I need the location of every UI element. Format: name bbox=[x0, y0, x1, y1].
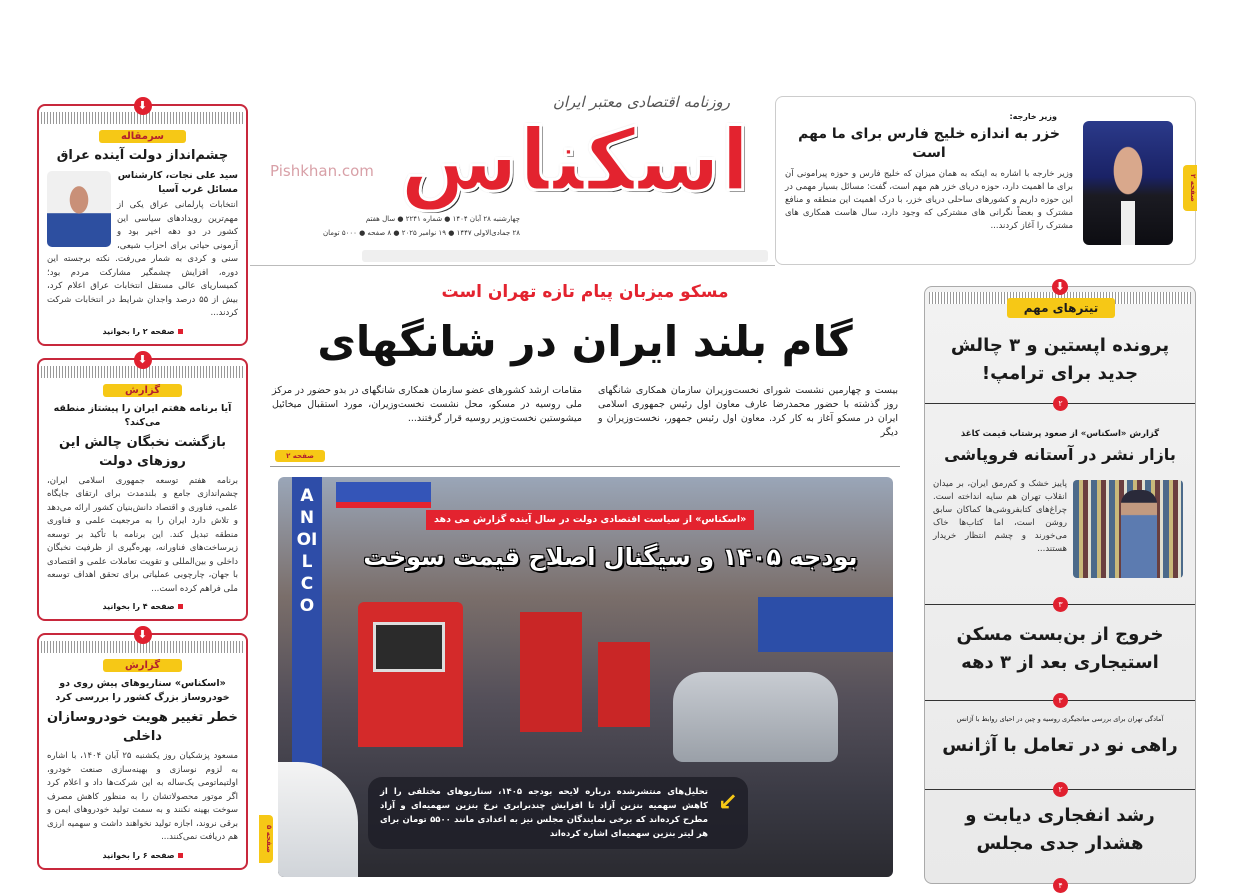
top-story-body: وزیر خارجه با اشاره به اینکه به همان میزان که خلیج فارس و حوزه پیرامونی آن برای ما اهمیت دارد، حوزه دریای خزر هم مهم است، گفت: مسائل بسیار مهمی در این حوزه داریم و کشورهای ساحلی دریای خزر، با درک اهمیت این منطقه و منافع مشترک و بعضاً نگرانی های مشترکی که وجود دارد، سال هاست همکاری های مشترک را آغاز کردند... bbox=[785, 169, 1073, 231]
highlight-item[interactable] bbox=[925, 701, 1195, 794]
photo-headline[interactable]: بودجه ۱۴۰۵ و سیگنال اصلاح قیمت سوخت bbox=[363, 543, 858, 571]
page-number-badge: ۳ bbox=[1053, 597, 1068, 612]
page-number-badge: ۲ bbox=[1053, 396, 1068, 411]
page-number-badge: ۴ bbox=[1053, 878, 1068, 893]
highlight-item[interactable] bbox=[925, 404, 1195, 609]
report-kicker: «اسکناس» سناریوهای پیش روی دو خودروساز بزرگ کشور را بررسی کرد bbox=[55, 678, 230, 703]
read-more-link[interactable]: صفحه ۶ را بخوانید bbox=[47, 850, 238, 862]
pump-screen bbox=[373, 622, 445, 672]
watermark: Pishkhan.com bbox=[270, 162, 374, 180]
report-headline: بازگشت نخبگان چالش این روزهای دولت bbox=[58, 434, 226, 469]
highlight-item[interactable] bbox=[925, 790, 1195, 890]
photo-kicker: «اسکناس» از سیاست اقتصادی دولت در سال آینده گزارش می دهد bbox=[426, 510, 754, 530]
page-number-badge: ۲ bbox=[1053, 782, 1068, 797]
photo-caption-box bbox=[368, 777, 748, 849]
highlight-kicker: گزارش «اسکناس» از صعود پرشتاب قیمت کاغذ bbox=[960, 429, 1160, 439]
highlight-kicker: آمادگی تهران برای بررسی میانجیگری روسیه و چین در احیای روابط با آژانس bbox=[956, 715, 1164, 723]
top-story-page-tab[interactable]: صفحه ۲ bbox=[1183, 165, 1197, 211]
photo-page-tab[interactable]: صفحه ۵ bbox=[259, 815, 273, 863]
editorial-headline: چشم‌انداز دولت آینده عراق bbox=[56, 148, 229, 163]
fuel-station-photo[interactable] bbox=[278, 477, 893, 877]
report-box-1[interactable] bbox=[37, 352, 248, 622]
photo-caption: تحلیل‌های منتشرشده درباره لایحه بودجه ۱۴۰۵، سناریوهای مختلفی را از کاهش سهمیه بنزین آزاد تا افزایش چندبرابری نرخ بنزین سهمیه‌ای و آزاد مطرح کرده‌اند که برخی نمایندگان مجلس نیز به اعدادی مانند ۵۵۰۰ تومان برای هر لیتر بنزین سهمیه‌ای اشاره کرده‌اند bbox=[380, 787, 708, 839]
divider bbox=[250, 265, 775, 266]
lead-headline[interactable]: گام بلند ایران در شانگهای bbox=[317, 317, 853, 366]
arrow-down-left-icon: ↙ bbox=[717, 788, 738, 816]
report-kicker: آیا برنامه هفتم ایران را پیشتاز منطقه می‌کند؟ bbox=[53, 402, 232, 428]
highlight-headline: پرونده اپستین و ۳ چالش جدید برای ترامپ! bbox=[950, 335, 1170, 384]
report-body: مسعود پزشکیان روز یکشنبه ۲۵ آبان ۱۴۰۴، با اشاره به لزوم نوسازی و بهینه‌سازی صنعت خودرو، اولتیماتومی یک‌ساله به این شرکت‌ها داد و اعلام کرد اگر موتور محصولاتشان را به منظور کاهش مصرف سوخت بهینه نکنند و به سمت تولید خودروهای ایمن و برقی نروند، اجازه تولید نخواهند داشت و سهمیه ارزی هم دریافت نمی‌کنند... bbox=[47, 751, 238, 842]
highlight-item[interactable] bbox=[925, 605, 1195, 705]
date-line-1: چهارشنبه ۲۸ آبان ۱۴۰۴ ● شماره ۲۲۴۱ ● سال هفتم bbox=[365, 215, 520, 223]
editorial-body: انتخابات پارلمانی عراق یکی از مهم‌ترین رویدادهای سیاسی این کشور در دو دهه اخیر بود و آزمونی حیاتی برای احزاب شیعی، سنی و کردی به شمار می‌رفت. نکته برجسته این دوره، افزایش چشمگیر مشارکت مردم بود؛ کمیساریای عالی مستقل انتخابات عراق اعلام کرد، بیش از ۵۵ درصد واجدان شرایط در انتخابات شرکت کردند... bbox=[47, 200, 238, 318]
lead-column-left: مقامات ارشد کشورهای عضو سازمان همکاری شانگهای در بدو حضور در مرکز ملی روسیه در مسکو، محل نشست نخست‌وزیران، مورد استقبال میخائیل میشوستین نخست‌وزیر روسیه قرار گرفتند... bbox=[272, 385, 582, 424]
highlight-body: پاییز خشک و کم‌رمق ایران، بر میدان انقلاب تهران هم سایه انداخته است. چراغ‌های کتابفروشی‌ها کماکان سابق روشن است، اما کتاب‌ها خاک می‌خورند و چشم انتظار خریدار هستند... bbox=[933, 479, 1067, 554]
highlights-panel bbox=[924, 280, 1196, 890]
editorial-box[interactable] bbox=[37, 99, 248, 346]
lead-kicker: مسکو میزبان پیام تازه تهران است bbox=[441, 282, 729, 302]
date-line-2: ۲۸ جمادی‌الاولی ۱۴۴۷ ● ۱۹ نوامبر ۲۰۲۵ ● ۸ صفحه ● ۵۰۰۰ تومان bbox=[323, 229, 520, 237]
highlights-label: تیترهای مهم bbox=[1007, 298, 1115, 318]
arrow-down-icon: ⬇ bbox=[134, 97, 152, 115]
arrow-down-icon: ⬇ bbox=[134, 626, 152, 644]
lead-page-tag[interactable]: صفحه ۲ bbox=[275, 450, 325, 462]
author-photo bbox=[47, 171, 111, 247]
fuel-pump bbox=[598, 642, 650, 727]
station-building bbox=[758, 597, 893, 652]
car-white bbox=[278, 762, 358, 877]
lead-column-right: بیست و چهارمین نشست شورای نخست‌وزیران سازمان همکاری شانگهای روز گذشته با حضور محمدرضا عارف معاون اول رئیس جمهوری اسلامی ایران در مسکو آغاز به کار کرد. معاون اول رئیس جمهور، نخست‌وزیران و دیگر bbox=[598, 385, 898, 438]
report-box-2[interactable] bbox=[37, 628, 248, 870]
section-label: گزارش bbox=[103, 659, 182, 672]
divider bbox=[270, 466, 900, 467]
top-story-text bbox=[785, 111, 1073, 233]
minister-photo bbox=[1083, 121, 1173, 245]
top-story-headline: خزر به اندازه خلیج فارس برای ما مهم است bbox=[798, 126, 1060, 161]
section-label: گزارش bbox=[103, 384, 182, 397]
report-headline: خطر تغییر هویت خودروسازان داخلی bbox=[47, 710, 238, 744]
top-story[interactable] bbox=[775, 96, 1196, 265]
report-body: برنامه هفتم توسعه جمهوری اسلامی ایران، چشم‌اندازی جامع و بلندمدت برای ارتقای جایگاه علمی، فناوری و اقتصاد دانش‌بنیان کشور ارائه می‌دهد و تلاش دارد ایران را به مرجعیت علمی و فناوری منطقه تبدیل کند. این برنامه با تأکید بر توسعه زیرساخت‌های فناورانه، بهره‌گیری از ظرفیت نخبگان داخلی و بین‌المللی و تقویت تعاملات علمی و اقتصادی با جهان، چارچوبی عملیاتی برای تحقق اهداف توسعه ملی فراهم کرده است... bbox=[47, 475, 238, 594]
left-column bbox=[37, 99, 248, 870]
masthead-bar bbox=[362, 250, 768, 262]
highlight-headline: رشد انفجاری دیابت و هشدار جدی مجلس bbox=[965, 805, 1155, 854]
arrow-down-icon: ⬇ bbox=[134, 351, 152, 369]
page-number-badge: ۳ bbox=[1053, 693, 1068, 708]
author-name: سید علی نجات، کارشناس مسائل غرب آسیا bbox=[117, 170, 238, 195]
section-label: سرمقاله bbox=[99, 130, 186, 143]
arrow-down-icon: ⬇ bbox=[1052, 279, 1068, 295]
fuel-pump bbox=[520, 612, 582, 732]
brand-sign bbox=[336, 482, 431, 508]
masthead bbox=[270, 92, 770, 248]
highlight-headline: راهی نو در تعامل با آژانس bbox=[942, 735, 1178, 756]
highlight-item[interactable] bbox=[925, 322, 1195, 408]
read-more-link[interactable]: صفحه ۴ را بخوانید bbox=[47, 601, 238, 613]
highlight-headline: بازار نشر در آستانه فروپاشی bbox=[944, 445, 1176, 464]
newspaper-logo[interactable]: اسکناس bbox=[399, 111, 750, 211]
top-story-kicker: وزیر خارجه: bbox=[1009, 112, 1057, 121]
read-more-link[interactable]: صفحه ۲ را بخوانید bbox=[47, 326, 238, 338]
highlight-headline: خروج از بن‌بست مسکن استیجاری بعد از ۳ دهه bbox=[956, 624, 1164, 673]
bookseller-photo bbox=[1073, 480, 1183, 578]
car-silver bbox=[673, 672, 838, 762]
newspaper-tagline: روزنامه اقتصادی معتبر ایران bbox=[552, 93, 730, 111]
sign-text: AN OIL CO bbox=[296, 486, 318, 616]
